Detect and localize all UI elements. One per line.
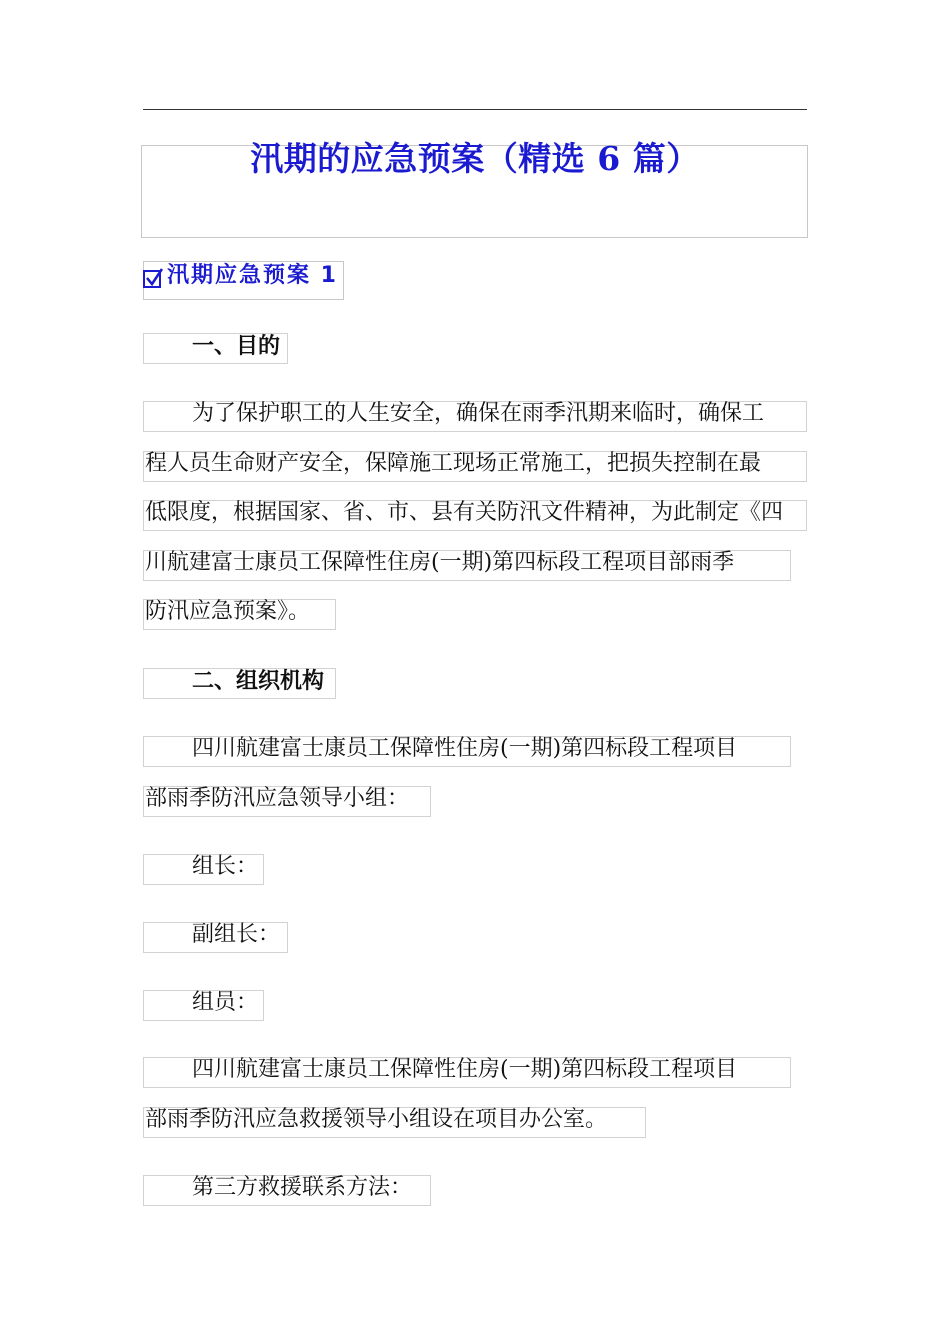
checkbox-icon bbox=[143, 268, 164, 289]
heading-purpose: 一、目的 bbox=[192, 333, 281, 359]
paragraph-line: 程人员生命财产安全，保障施工现场正常施工，把损失控制在最 bbox=[145, 451, 762, 476]
paragraph-line: 四川航建富士康员工保障性住房(一期)第四标段工程项目 bbox=[192, 1057, 738, 1082]
paragraph-line: 防汛应急预案》。 bbox=[145, 599, 311, 624]
members-label: 组员： bbox=[192, 990, 259, 1015]
paragraph-line: 为了保护职工的人生安全，确保在雨季汛期来临时，确保工 bbox=[192, 401, 765, 426]
third-party-contact-label: 第三方救援联系方法： bbox=[192, 1175, 413, 1200]
section-heading: 汛期应急预案 1 bbox=[167, 263, 338, 288]
deputy-leader-label: 副组长： bbox=[192, 922, 281, 947]
paragraph-line: 部雨季防汛应急领导小组： bbox=[145, 786, 410, 811]
paragraph-line: 低限度，根据国家、省、市、县有关防汛文件精神，为此制定《四 bbox=[145, 500, 784, 525]
leader-label: 组长： bbox=[192, 854, 259, 879]
heading-organization: 二、组织机构 bbox=[192, 668, 325, 694]
document-title: 汛期的应急预案（精选 6 篇） bbox=[250, 139, 700, 178]
top-rule bbox=[143, 109, 807, 110]
paragraph-line: 川航建富士康员工保障性住房(一期)第四标段工程项目部雨季 bbox=[145, 550, 735, 575]
paragraph-line: 部雨季防汛应急救援领导小组设在项目办公室。 bbox=[145, 1107, 608, 1132]
paragraph-line: 四川航建富士康员工保障性住房(一期)第四标段工程项目 bbox=[192, 736, 738, 761]
